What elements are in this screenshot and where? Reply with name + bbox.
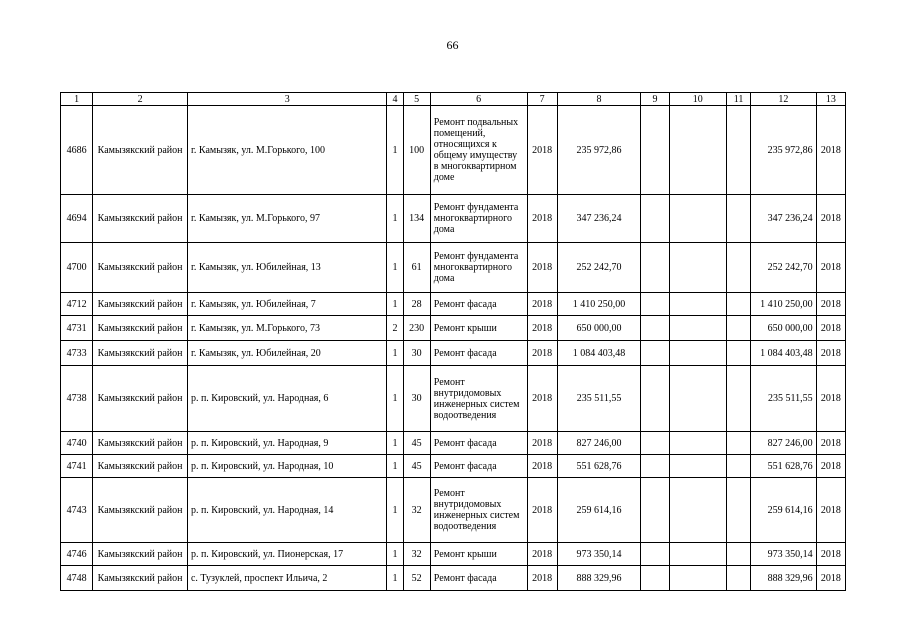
cell-col10: [669, 316, 726, 341]
cell-col4: 1: [387, 106, 403, 195]
cell-col4: 1: [387, 566, 403, 591]
cell-year: 2018: [527, 316, 557, 341]
cell-district: Камызякский район: [93, 566, 188, 591]
cell-year-end: 2018: [816, 432, 845, 455]
cell-year: 2018: [527, 341, 557, 366]
cell-id: 4748: [61, 566, 93, 591]
cell-district: Камызякский район: [93, 478, 188, 543]
repair-register-table: [60, 92, 846, 591]
cell-col10: [669, 293, 726, 316]
cell-total: 650 000,00: [751, 316, 817, 341]
cell-id: 4746: [61, 543, 93, 566]
cell-address: г. Камызяк, ул. М.Горького, 100: [187, 106, 387, 195]
column-number: 13: [816, 93, 845, 106]
cell-col10: [669, 455, 726, 478]
cell-col10: [669, 243, 726, 293]
cell-address: г. Камызяк, ул. Юбилейная, 7: [187, 293, 387, 316]
cell-id: 4694: [61, 195, 93, 243]
cell-total: 235 511,55: [751, 366, 817, 432]
cell-col9: [641, 243, 669, 293]
cell-cost: 1 410 250,00: [557, 293, 641, 316]
cell-work-type: Ремонт фасада: [430, 566, 527, 591]
table-row: [61, 566, 846, 591]
cell-year: 2018: [527, 243, 557, 293]
cell-cost: 551 628,76: [557, 455, 641, 478]
column-number-row: [61, 93, 846, 106]
cell-col4: 2: [387, 316, 403, 341]
cell-year-end: 2018: [816, 566, 845, 591]
table-row: [61, 195, 846, 243]
cell-work-type: Ремонт фасада: [430, 341, 527, 366]
cell-col10: [669, 195, 726, 243]
cell-col5: 230: [403, 316, 430, 341]
cell-col9: [641, 366, 669, 432]
cell-year-end: 2018: [816, 366, 845, 432]
cell-year: 2018: [527, 566, 557, 591]
cell-total: 551 628,76: [751, 455, 817, 478]
cell-address: г. Камызяк, ул. М.Горького, 97: [187, 195, 387, 243]
table-row: [61, 478, 846, 543]
cell-col9: [641, 195, 669, 243]
cell-work-type: Ремонт внутридомовых инженерных систем водоотведения: [430, 478, 527, 543]
cell-col5: 134: [403, 195, 430, 243]
cell-col9: [641, 432, 669, 455]
cell-district: Камызякский район: [93, 366, 188, 432]
cell-col11: [727, 455, 751, 478]
cell-total: 827 246,00: [751, 432, 817, 455]
cell-col4: 1: [387, 432, 403, 455]
cell-col5: 45: [403, 432, 430, 455]
cell-work-type: Ремонт внутридомовых инженерных систем водоотведения: [430, 366, 527, 432]
cell-address: с. Тузуклей, проспект Ильича, 2: [187, 566, 387, 591]
table-row: [61, 341, 846, 366]
cell-year: 2018: [527, 293, 557, 316]
cell-address: р. п. Кировский, ул. Народная, 9: [187, 432, 387, 455]
cell-col11: [727, 316, 751, 341]
cell-col5: 28: [403, 293, 430, 316]
cell-col9: [641, 455, 669, 478]
cell-total: 888 329,96: [751, 566, 817, 591]
cell-year: 2018: [527, 366, 557, 432]
cell-district: Камызякский район: [93, 106, 188, 195]
cell-col11: [727, 543, 751, 566]
cell-year-end: 2018: [816, 316, 845, 341]
cell-col10: [669, 566, 726, 591]
cell-col11: [727, 478, 751, 543]
cell-col9: [641, 543, 669, 566]
cell-total: 1 410 250,00: [751, 293, 817, 316]
column-number: 10: [669, 93, 726, 106]
cell-id: 4741: [61, 455, 93, 478]
page-number: 66: [446, 38, 459, 52]
cell-total: 235 972,86: [751, 106, 817, 195]
cell-col4: 1: [387, 478, 403, 543]
cell-work-type: Ремонт крыши: [430, 543, 527, 566]
cell-col4: 1: [387, 243, 403, 293]
cell-total: 1 084 403,48: [751, 341, 817, 366]
cell-col4: 1: [387, 455, 403, 478]
cell-id: 4712: [61, 293, 93, 316]
cell-col11: [727, 195, 751, 243]
cell-col11: [727, 432, 751, 455]
cell-col11: [727, 106, 751, 195]
column-number: 6: [430, 93, 527, 106]
cell-col9: [641, 316, 669, 341]
table-row: [61, 106, 846, 195]
column-number: 8: [557, 93, 641, 106]
table-row: [61, 366, 846, 432]
column-number: 1: [61, 93, 93, 106]
cell-col5: 45: [403, 455, 430, 478]
column-number: 2: [93, 93, 188, 106]
cell-cost: 650 000,00: [557, 316, 641, 341]
cell-year-end: 2018: [816, 478, 845, 543]
cell-col11: [727, 366, 751, 432]
column-number: 7: [527, 93, 557, 106]
cell-col5: 61: [403, 243, 430, 293]
cell-address: г. Камызяк, ул. Юбилейная, 13: [187, 243, 387, 293]
cell-year: 2018: [527, 543, 557, 566]
cell-work-type: Ремонт фундамента многоквартирного дома: [430, 195, 527, 243]
cell-year: 2018: [527, 455, 557, 478]
cell-district: Камызякский район: [93, 195, 188, 243]
column-number: 11: [727, 93, 751, 106]
cell-cost: 235 972,86: [557, 106, 641, 195]
cell-year-end: 2018: [816, 293, 845, 316]
cell-col5: 100: [403, 106, 430, 195]
cell-col9: [641, 106, 669, 195]
cell-col5: 32: [403, 543, 430, 566]
cell-col11: [727, 341, 751, 366]
cell-col4: 1: [387, 366, 403, 432]
cell-cost: 973 350,14: [557, 543, 641, 566]
cell-address: р. п. Кировский, ул. Народная, 10: [187, 455, 387, 478]
cell-col10: [669, 106, 726, 195]
cell-cost: 259 614,16: [557, 478, 641, 543]
cell-id: 4686: [61, 106, 93, 195]
cell-col5: 30: [403, 341, 430, 366]
cell-id: 4738: [61, 366, 93, 432]
cell-work-type: Ремонт фасада: [430, 293, 527, 316]
cell-cost: 888 329,96: [557, 566, 641, 591]
cell-address: г. Камызяк, ул. М.Горького, 73: [187, 316, 387, 341]
cell-district: Камызякский район: [93, 455, 188, 478]
cell-col9: [641, 293, 669, 316]
cell-year: 2018: [527, 195, 557, 243]
cell-col10: [669, 432, 726, 455]
cell-district: Камызякский район: [93, 293, 188, 316]
cell-total: 973 350,14: [751, 543, 817, 566]
cell-col5: 32: [403, 478, 430, 543]
cell-id: 4740: [61, 432, 93, 455]
cell-col4: 1: [387, 543, 403, 566]
cell-year-end: 2018: [816, 243, 845, 293]
column-number: 4: [387, 93, 403, 106]
column-number: 9: [641, 93, 669, 106]
table-row: [61, 316, 846, 341]
cell-col11: [727, 566, 751, 591]
cell-col5: 30: [403, 366, 430, 432]
cell-district: Камызякский район: [93, 341, 188, 366]
cell-col10: [669, 341, 726, 366]
cell-col11: [727, 243, 751, 293]
cell-col9: [641, 478, 669, 543]
cell-year-end: 2018: [816, 455, 845, 478]
cell-col10: [669, 478, 726, 543]
cell-cost: 347 236,24: [557, 195, 641, 243]
table-row: [61, 243, 846, 293]
cell-year: 2018: [527, 432, 557, 455]
cell-year: 2018: [527, 478, 557, 543]
cell-year: 2018: [527, 106, 557, 195]
cell-id: 4743: [61, 478, 93, 543]
cell-year-end: 2018: [816, 195, 845, 243]
cell-id: 4733: [61, 341, 93, 366]
cell-address: р. п. Кировский, ул. Народная, 6: [187, 366, 387, 432]
cell-year-end: 2018: [816, 106, 845, 195]
table-row: [61, 293, 846, 316]
cell-work-type: Ремонт фасада: [430, 455, 527, 478]
cell-col11: [727, 293, 751, 316]
table-body: [61, 106, 846, 591]
table-row: [61, 543, 846, 566]
cell-work-type: Ремонт подвальных помещений, относящихся к общему имуществу в многоквартирном доме: [430, 106, 527, 195]
cell-cost: 235 511,55: [557, 366, 641, 432]
cell-year-end: 2018: [816, 543, 845, 566]
cell-col5: 52: [403, 566, 430, 591]
cell-work-type: Ремонт фасада: [430, 432, 527, 455]
column-number: 3: [187, 93, 387, 106]
cell-col9: [641, 341, 669, 366]
column-number: 5: [403, 93, 430, 106]
cell-col10: [669, 543, 726, 566]
cell-work-type: Ремонт крыши: [430, 316, 527, 341]
cell-col4: 1: [387, 341, 403, 366]
cell-cost: 827 246,00: [557, 432, 641, 455]
cell-col4: 1: [387, 293, 403, 316]
cell-district: Камызякский район: [93, 432, 188, 455]
table-row: [61, 432, 846, 455]
cell-year-end: 2018: [816, 341, 845, 366]
cell-col9: [641, 566, 669, 591]
cell-address: г. Камызяк, ул. Юбилейная, 20: [187, 341, 387, 366]
cell-work-type: Ремонт фундамента многоквартирного дома: [430, 243, 527, 293]
cell-total: 259 614,16: [751, 478, 817, 543]
cell-district: Камызякский район: [93, 243, 188, 293]
cell-id: 4700: [61, 243, 93, 293]
column-number: 12: [751, 93, 817, 106]
cell-district: Камызякский район: [93, 316, 188, 341]
cell-district: Камызякский район: [93, 543, 188, 566]
cell-cost: 252 242,70: [557, 243, 641, 293]
cell-total: 347 236,24: [751, 195, 817, 243]
cell-cost: 1 084 403,48: [557, 341, 641, 366]
cell-address: р. п. Кировский, ул. Пионерская, 17: [187, 543, 387, 566]
cell-id: 4731: [61, 316, 93, 341]
table-row: [61, 455, 846, 478]
cell-address: р. п. Кировский, ул. Народная, 14: [187, 478, 387, 543]
cell-total: 252 242,70: [751, 243, 817, 293]
cell-col10: [669, 366, 726, 432]
cell-col4: 1: [387, 195, 403, 243]
